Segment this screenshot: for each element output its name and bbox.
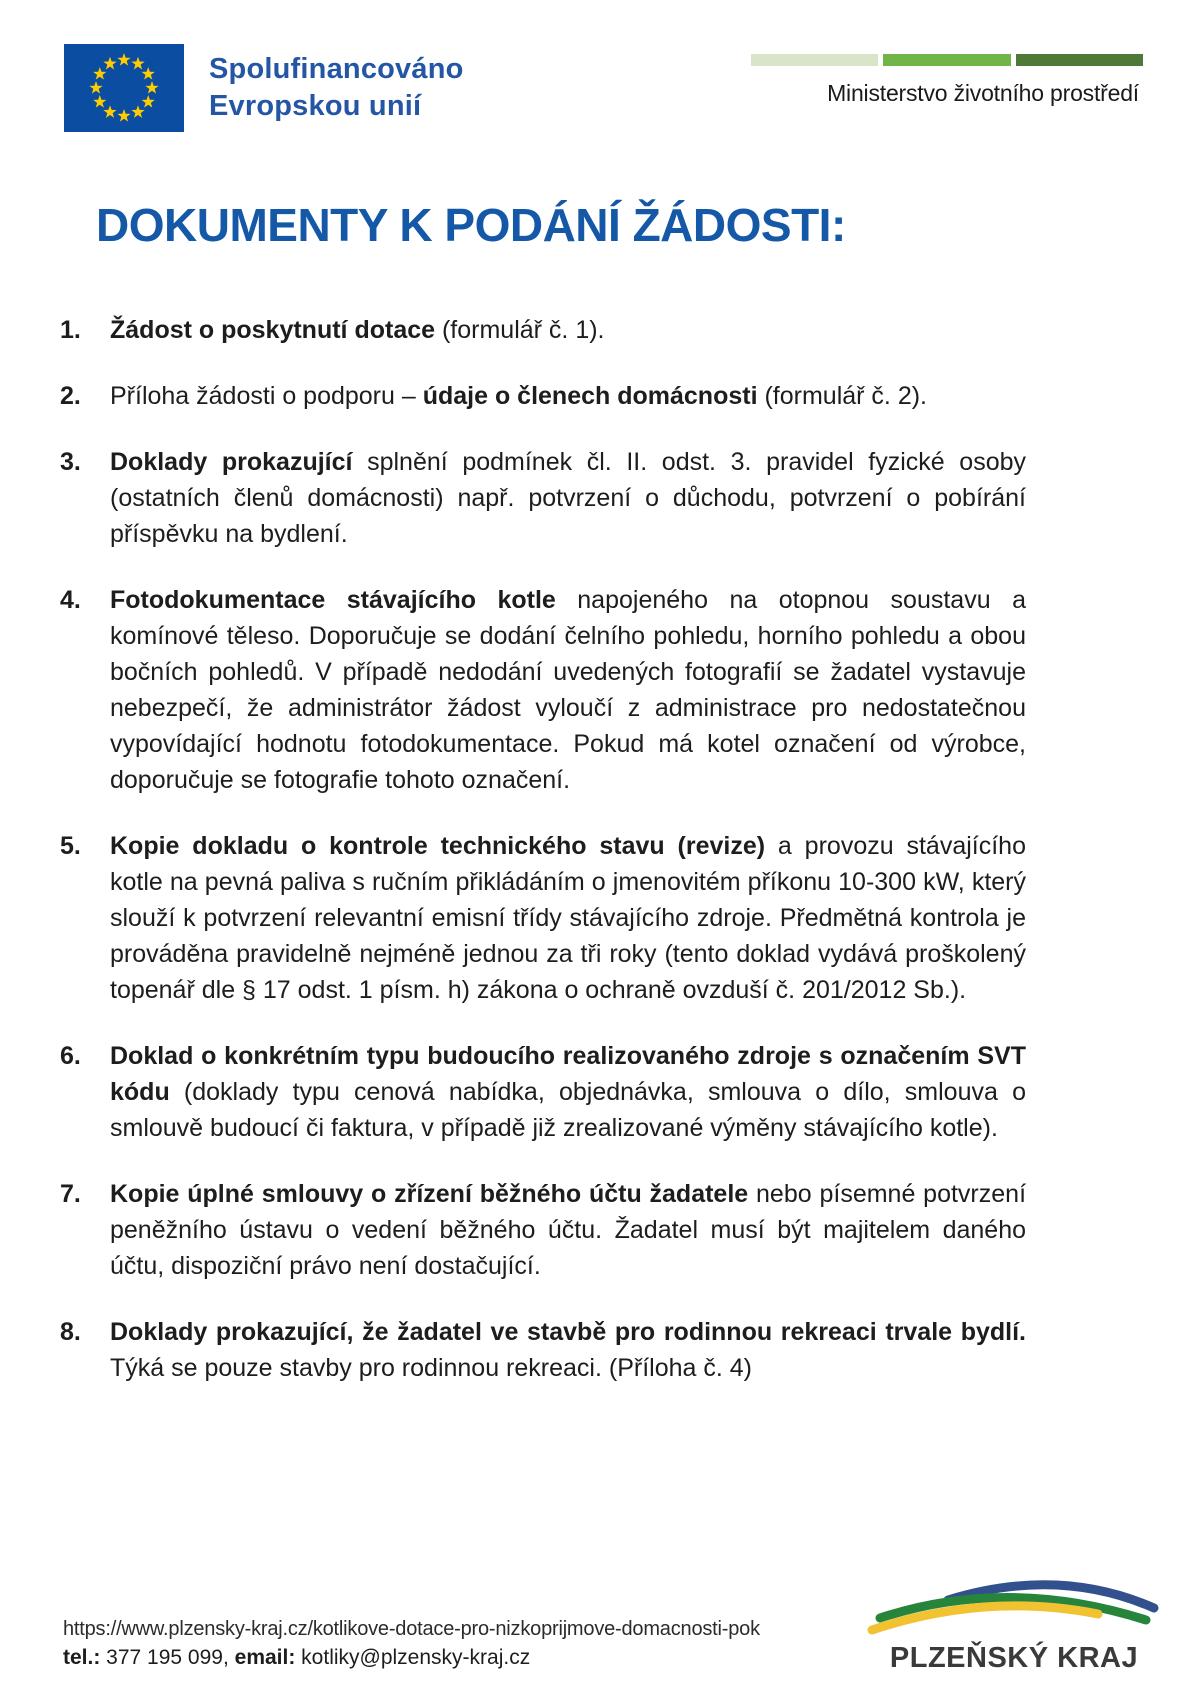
text-segment: (doklady typu cenová nabídka, objednávka, smlouva o dílo, smlouva o smlouvě budoucí či faktura, v případě již zrealizované výměny stávajícího kotle). (110, 1078, 1026, 1142)
text-segment-bold: Kopie úplné smlouvy o zřízení běžného účtu žadatele (110, 1180, 749, 1208)
text-segment: (formulář č. 1). (435, 316, 605, 344)
list-item (60, 444, 1026, 552)
item-text (110, 582, 1026, 798)
text-segment-bold: Doklady prokazující, že žadatel ve stavbě pro rodinnou rekreaci trvale bydlí. (110, 1318, 1026, 1346)
footer-contact (63, 1646, 530, 1670)
item-number: 7. (60, 1180, 81, 1208)
item-text (110, 828, 1026, 1008)
text-segment-bold: údaje o členech domácnosti (422, 382, 758, 410)
ministry-bar-dark (1016, 54, 1143, 66)
item-text (110, 1038, 1026, 1146)
text-segment-bold: Doklad o konkrétním typu budoucího realizovaného zdroje s označením SVT kódu (110, 1042, 1026, 1106)
text-segment-bold: Doklady prokazující (110, 448, 353, 476)
ministry-bar-medium (883, 54, 1010, 66)
list-item (60, 1314, 1026, 1386)
ministry-bars-icon (751, 54, 1143, 66)
item-number: 6. (60, 1042, 81, 1070)
ministry-label: Ministerstvo životního prostředí (827, 80, 1139, 106)
text-segment: (formulář č. 2). (757, 382, 928, 410)
region-name: PLZEŇSKÝ KRAJ (889, 1642, 1139, 1674)
eu-logo-line2: Evropskou unií (209, 90, 422, 122)
item-number: 3. (60, 448, 81, 476)
text-segment: 377 195 099, (100, 1646, 235, 1669)
text-segment: kotliky@plzensky-kraj.cz (295, 1646, 531, 1669)
document-list (60, 312, 1026, 1416)
list-item (60, 1038, 1026, 1146)
text-segment-bold: Žádost o poskytnutí dotace (110, 316, 436, 344)
list-item (60, 582, 1026, 798)
ministry-bar-light (751, 54, 878, 66)
item-text (110, 444, 1026, 552)
text-segment: splnění podmínek čl. II. odst. 3. pravidel fyzické osoby (ostatních členů domácnosti) např. potvrzení o důchodu, potvrzení o pobírání příspěvku na bydlení. (110, 448, 1026, 548)
text-segment: napojeného na otopnou soustavu a komínové těleso. Doporučuje se dodání čelního pohledu, horního pohledu a obou bočních pohledů. V případě nedodání uvedených fotografií se žadatel vystavuje nebezpečí, že administrátor žádost vyloučí z administrace pro nedostatečnou vypovídající hodnotu fotodokumentace. Pokud má kotel označení od výrobce, doporučuje se fotografie tohoto označení. (110, 586, 1026, 794)
footer-url: https://www.plzensky-kraj.cz/kotlikove-dotace-pro-nizkoprijmove-domacnosti-pok (63, 1618, 760, 1640)
eu-logo-line1: Spolufinancováno (209, 53, 464, 85)
text-segment-bold: email: (234, 1646, 296, 1669)
item-text (110, 378, 1026, 414)
item-text (110, 1314, 1026, 1386)
item-number: 2. (60, 382, 81, 410)
text-segment: nebo písemné potvrzení peněžního ústavu o vedení běžného účtu. Žadatel musí být majitelem daného účtu, dispoziční právo není dostačující. (110, 1180, 1027, 1280)
plzensky-kraj-arcs-icon (866, 1568, 1162, 1642)
item-number: 1. (60, 316, 81, 344)
eu-flag-icon (64, 44, 184, 132)
region-logo (866, 1568, 1162, 1675)
text-segment: Příloha žádosti o podporu – (110, 382, 423, 410)
item-number: 8. (60, 1318, 81, 1346)
item-number: 5. (60, 832, 81, 860)
list-item (60, 378, 1026, 414)
text-segment-bold: Kopie dokladu o kontrole technického stavu (revize) (110, 832, 766, 860)
text-segment-bold: Fotodokumentace stávajícího kotle (110, 586, 556, 614)
item-text (110, 1176, 1026, 1284)
eu-logo (64, 44, 464, 132)
ministry-logo (751, 54, 1143, 107)
list-item (60, 828, 1026, 1008)
text-segment-bold: tel.: (63, 1646, 101, 1669)
page-title: DOKUMENTY K PODÁNÍ ŽÁDOSTI: (96, 199, 846, 251)
eu-logo-text (209, 51, 464, 125)
text-segment: a provozu stávajícího kotle na pevná paliva s ručním přikládáním o jmenovitém příkonu 10-300 kW, který slouží k potvrzení relevantní emisní třídy stávajícího zdroje. Předmětná kontrola je prováděna pravidelně nejméně jednou za tři roky (tento doklad vydává proškolený topenář dle § 17 odst. 1 písm. h) zákona o ochraně ovzduší č. 201/2012 Sb.). (110, 832, 1026, 1004)
item-number: 4. (60, 586, 81, 614)
item-text (110, 312, 1026, 348)
text-segment: Týká se pouze stavby pro rodinnou rekreaci. (Příloha č. 4) (110, 1354, 752, 1382)
list-item (60, 312, 1026, 348)
list-item (60, 1176, 1026, 1284)
